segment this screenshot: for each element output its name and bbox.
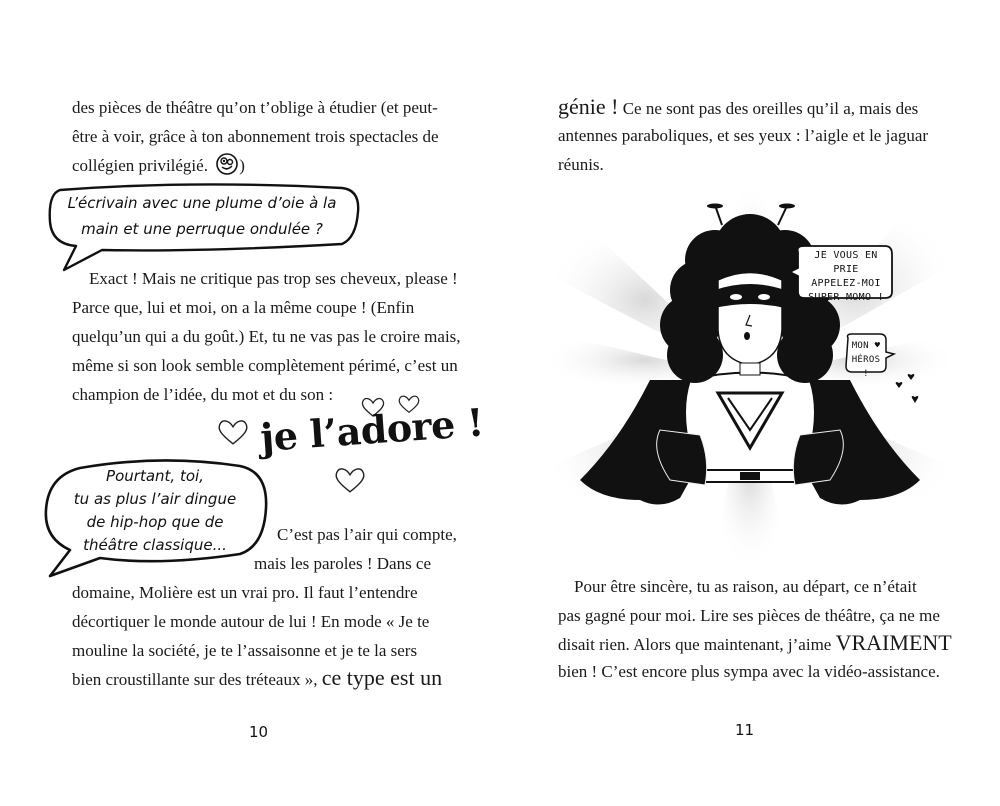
emphasis-text: génie !	[558, 94, 619, 119]
text-line: être à voir, grâce à ton abonnement trois spectacles de	[72, 127, 439, 146]
heart-icon	[333, 465, 367, 495]
text-line: mouline la société, je te l’assaisonne et je te la sers	[72, 641, 418, 660]
emphasis-text: VRAIMENT	[835, 630, 952, 655]
text-line: mais les paroles ! Dans ce	[254, 554, 432, 573]
text-line: domaine, Molière est un vrai pro. Il faut l’entendre	[72, 583, 418, 602]
text-line: champion de l’idée, du mot et du son :	[72, 385, 334, 404]
text-line: Exact ! Mais ne critique pas trop ses cheveux, please !	[89, 269, 458, 288]
text-line: bien ! C’est encore plus sympa avec la vidéo-assistance.	[558, 662, 940, 681]
text-line: Pour être sincère, tu as raison, au départ, ce n’était	[574, 577, 917, 596]
emphasis-text: ce type est un	[321, 665, 443, 690]
text-line: même si son look semble complètement périmé, c’est un	[72, 356, 458, 375]
speech-bubble-question: L’écrivain avec une plume d’oie à la main et une perruque ondulée ?	[67, 194, 337, 238]
fan-speech-bubble: MON ♥ HÉROS !	[851, 341, 881, 379]
hero-speech-bubble: JE VOUS EN PRIE APPELEZ-MOI SUPER MOMO !	[808, 250, 884, 303]
heart-icon	[216, 417, 250, 447]
text-line: Parce que, lui et moi, on a la même coupe ! (Enfin	[72, 298, 415, 317]
text-line: C’est pas l’air qui compte,	[277, 525, 457, 544]
page-number: 11	[735, 721, 755, 739]
page-number: 10	[249, 723, 269, 741]
text-line: quelqu’un qui a du goût.) Et, tu ne vas pas le croire mais,	[72, 327, 461, 346]
exclamation-heading: je l’adore !	[258, 399, 485, 460]
text-line: disait rien. Alors que maintenant, j’aime VRAIMENT	[558, 630, 952, 655]
text-line: réunis.	[558, 155, 604, 174]
text-line: génie ! Ce ne sont pas des oreilles qu’il a, mais des	[558, 94, 919, 119]
text-line: décortiquer le monde autour de lui ! En mode « Je te	[72, 612, 430, 631]
text-line: bien croustillante sur des tréteaux », ce type est un	[72, 665, 443, 690]
text-line: des pièces de théâtre qu’on t’oblige à étudier (et peut-	[72, 98, 438, 117]
silly-face-icon	[215, 152, 239, 176]
text-line: pas gagné pour moi. Lire ses pièces de théâtre, ça ne me	[558, 606, 940, 625]
text-line: antennes paraboliques, et ses yeux : l’aigle et le jaguar	[558, 126, 929, 145]
speech-bubble-remark: Pourtant, toi, tu as plus l’air dingue de hip-hop que de théâtre classique...	[73, 467, 237, 554]
right-page	[500, 0, 1000, 806]
superhero-illustration	[540, 180, 960, 570]
text-line: collégien privilégié. )	[72, 151, 245, 181]
